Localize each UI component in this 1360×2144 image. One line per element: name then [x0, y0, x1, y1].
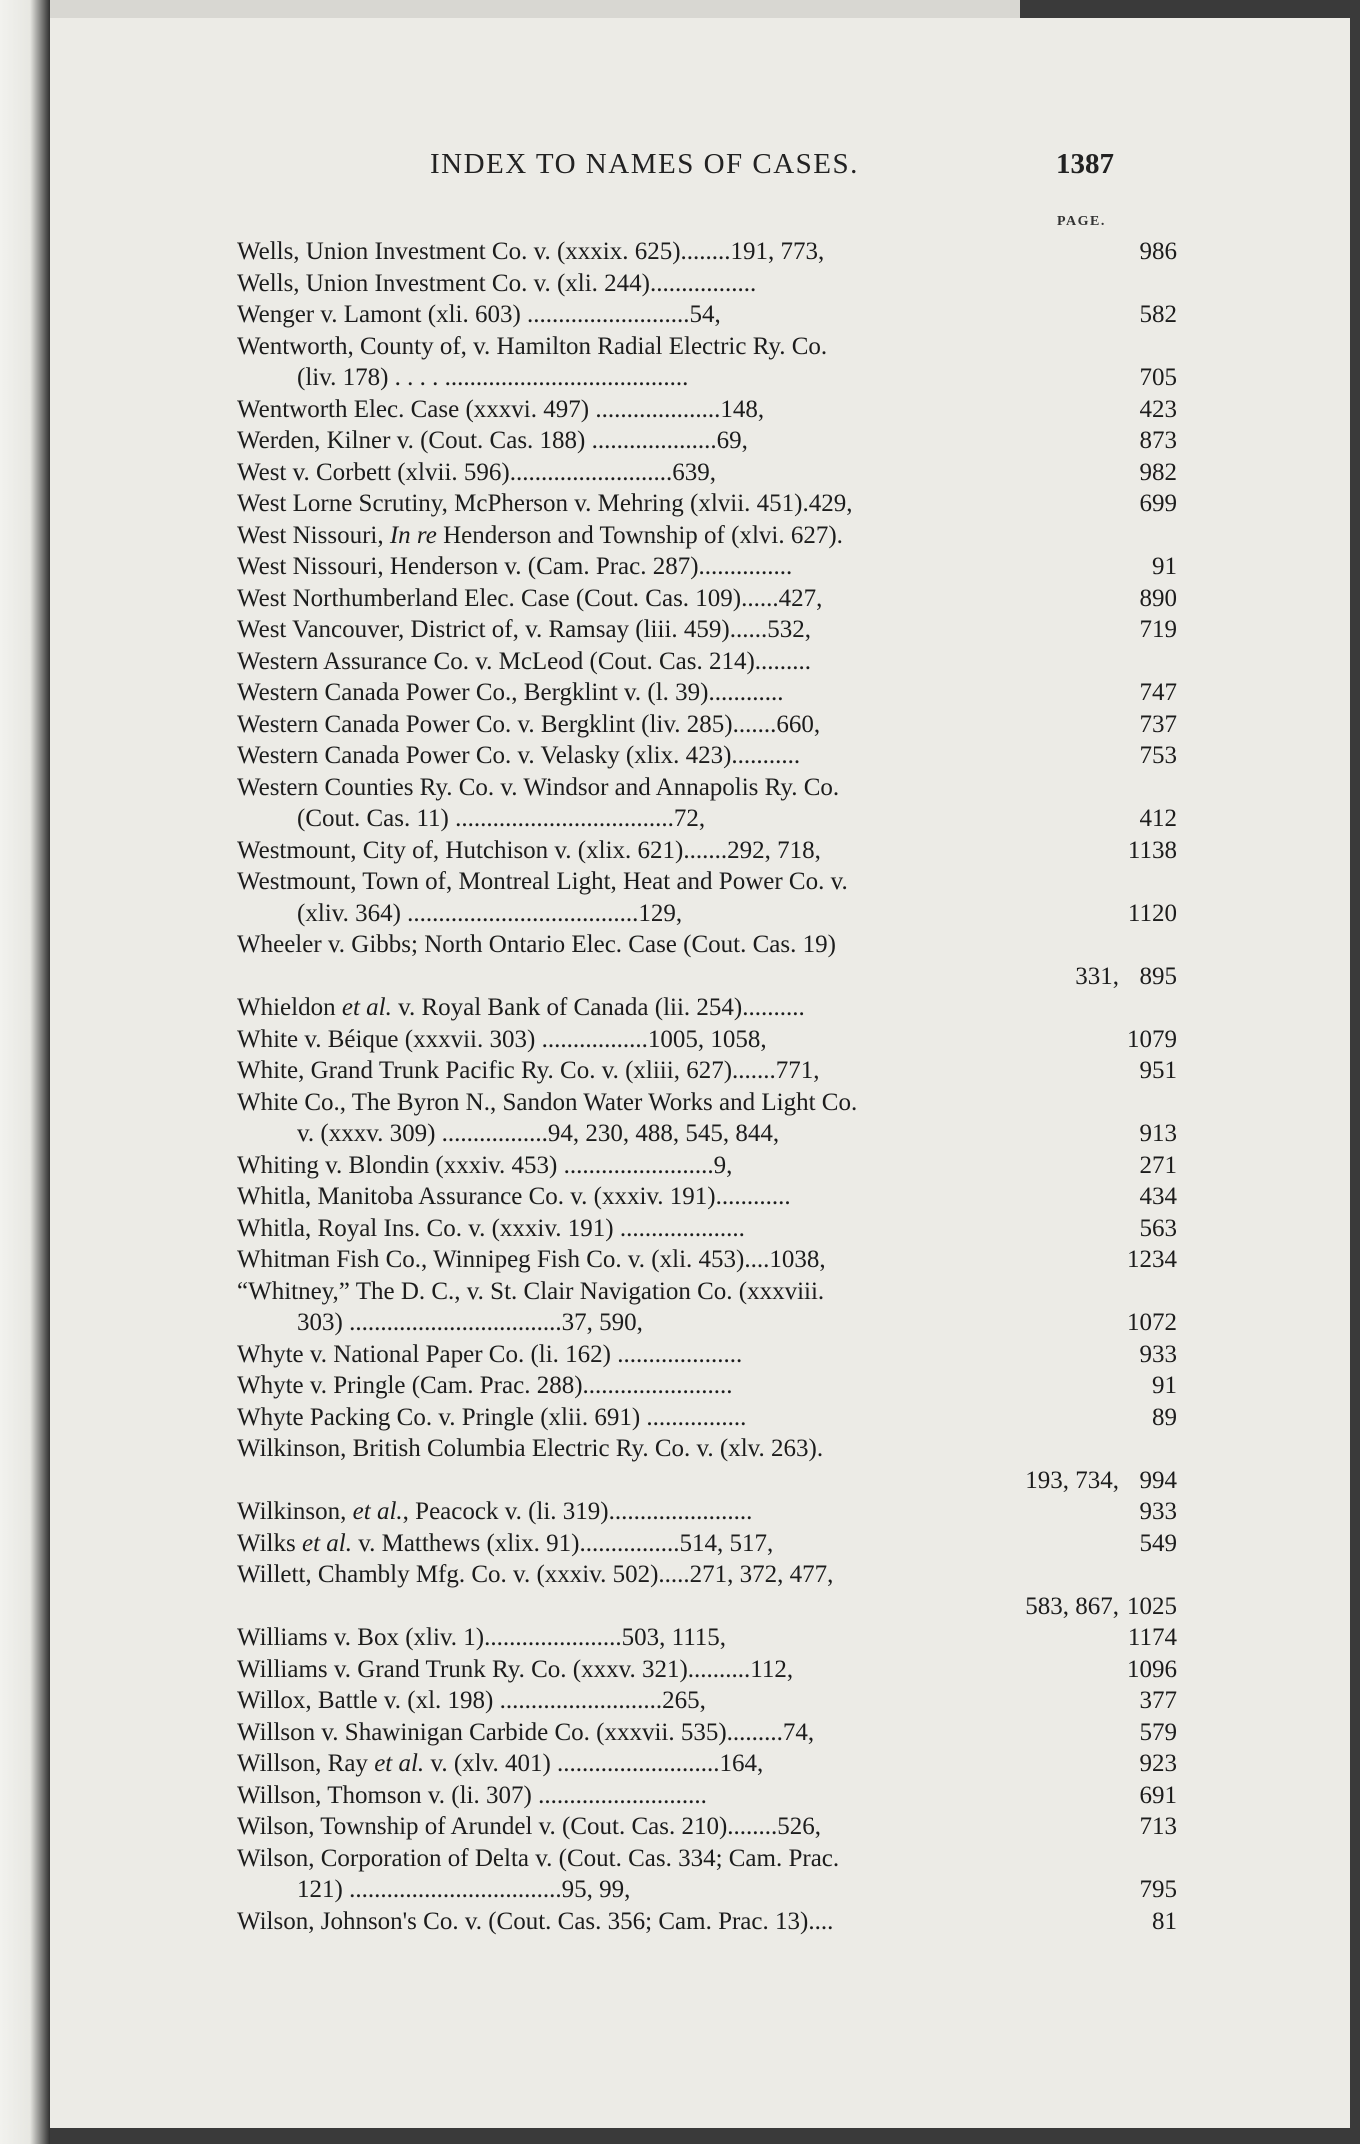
- index-entry-line: [237, 268, 1177, 300]
- index-entry: [237, 866, 1177, 929]
- entry-page-number: 795: [1139, 1876, 1177, 1903]
- entry-page-number: 1138: [1127, 836, 1177, 864]
- entry-page-number: 434: [1139, 1183, 1177, 1210]
- index-entry: [237, 1717, 1177, 1749]
- index-entry: [237, 1244, 1177, 1276]
- page-column-header: PAGE.: [1057, 214, 1106, 229]
- entry-text: White, Grand Trunk Pacific Ry. Co. v. (xliii, 627).......771,: [237, 1057, 820, 1084]
- index-entry-line: [237, 551, 1177, 583]
- entry-text: West Lorne Scrutiny, McPherson v. Mehring (xlvii. 451).429,: [237, 490, 853, 517]
- entry-page-number: 986: [1139, 238, 1177, 265]
- entry-text: White Co., The Byron N., Sandon Water Works and Light Co.: [237, 1088, 858, 1116]
- page-number: 1387: [1056, 148, 1114, 180]
- index-entry: [237, 236, 1177, 268]
- index-entry-line: [237, 772, 1177, 804]
- entry-text: Wheeler v. Gibbs; North Ontario Elec. Case (Cout. Cas. 19): [237, 931, 836, 958]
- index-entry: [237, 583, 1177, 615]
- running-header: [50, 148, 1350, 188]
- index-entry-line: [237, 583, 1177, 615]
- entry-italic-text: et al.: [352, 1498, 403, 1525]
- index-entry: [237, 1780, 1177, 1812]
- index-entry-line: [237, 1307, 1177, 1339]
- index-entry: [237, 677, 1177, 709]
- entry-page-number: 1174: [1127, 1624, 1177, 1651]
- index-entry-line: [237, 1370, 1177, 1402]
- index-entry: [237, 488, 1177, 520]
- index-entry-line: [237, 1433, 1177, 1465]
- index-entry: [237, 646, 1177, 678]
- entry-text: Wentworth Elec. Case (xxxvi. 497) ....................148,: [237, 395, 765, 423]
- index-entry: [237, 551, 1177, 583]
- entry-text: Wenger v. Lamont (xli. 603) ..........................54,: [237, 301, 721, 328]
- entry-text: Whitman Fish Co., Winnipeg Fish Co. v. (xli. 453)....1038,: [237, 1246, 826, 1273]
- entry-text: Westmount, City of, Hutchison v. (xlix. 621).......292, 718,: [237, 836, 821, 864]
- index-entry-line: [237, 614, 1177, 646]
- index-entry-line: [237, 1024, 1177, 1056]
- index-entry: [237, 740, 1177, 772]
- index-entry: [237, 929, 1177, 992]
- index-entry-line: [237, 1654, 1177, 1686]
- previous-page-edge: [50, 0, 1020, 18]
- index-entry-line: [237, 1528, 1177, 1560]
- index-entry: [237, 1496, 1177, 1528]
- index-entry: [237, 1087, 1177, 1150]
- entry-page-number: 923: [1139, 1750, 1177, 1777]
- entry-text: West Nissouri, Henderson v. (Cam. Prac. 287)...............: [237, 553, 793, 580]
- entry-page-number: 1120: [1127, 899, 1177, 927]
- entry-text: Wentworth, County of, v. Hamilton Radial Electric Ry. Co.: [237, 332, 828, 360]
- entry-text: v. Royal Bank of Canada (lii. 254)..........: [391, 994, 805, 1021]
- index-entry-line: [237, 299, 1177, 331]
- entry-page-number: 549: [1139, 1529, 1177, 1557]
- index-entry: [237, 1843, 1177, 1906]
- index-entry: [237, 1276, 1177, 1339]
- entry-text: Wilson, Township of Arundel v. (Cout. Cas. 210)........526,: [237, 1813, 822, 1840]
- entry-page-number: 982: [1139, 458, 1177, 486]
- entry-text: Whitla, Manitoba Assurance Co. v. (xxxiv. 191)............: [237, 1183, 791, 1210]
- index-entry-line: [237, 835, 1177, 867]
- index-entry: [237, 1654, 1177, 1686]
- index-entry-line: [237, 740, 1177, 772]
- index-entry-line: [237, 1622, 1177, 1654]
- entry-text: Willson v. Shawinigan Carbide Co. (xxxvii. 535).........74,: [237, 1718, 815, 1746]
- index-entry: [237, 425, 1177, 457]
- entry-page-number: 563: [1139, 1214, 1177, 1242]
- index-entry: [237, 1402, 1177, 1434]
- entry-text: Willson, Ray: [237, 1750, 375, 1777]
- entry-italic-text: et al.: [374, 1750, 425, 1777]
- entry-text: West v. Corbett (xlvii. 596)..........................639,: [237, 458, 716, 486]
- entry-text: Whyte Packing Co. v. Pringle (xlii. 691) ................: [237, 1403, 747, 1431]
- index-entry-line: [237, 992, 1177, 1024]
- entry-text: Whitla, Royal Ins. Co. v. (xxxiv. 191) ....................: [237, 1214, 745, 1242]
- index-entry: [237, 1181, 1177, 1213]
- entry-text: Williams v. Box (xliv. 1)......................503, 1115,: [237, 1624, 727, 1651]
- index-entry: [237, 992, 1177, 1024]
- index-entry-line: [237, 709, 1177, 741]
- index-entry: [237, 1685, 1177, 1717]
- index-entry-line: [237, 1811, 1177, 1843]
- entry-page-number: 747: [1139, 679, 1177, 706]
- index-entry: [237, 1370, 1177, 1402]
- entry-page-number: 890: [1139, 584, 1177, 612]
- index-entry-line: [237, 1339, 1177, 1371]
- entry-page-number: 377: [1139, 1687, 1177, 1714]
- index-entry: [237, 614, 1177, 646]
- entry-page-refs: 583, 867,: [1025, 1592, 1119, 1620]
- entry-text: Western Counties Ry. Co. v. Windsor and Annapolis Ry. Co.: [237, 773, 840, 801]
- index-entry: [237, 457, 1177, 489]
- entry-page-number: 423: [1139, 395, 1177, 423]
- index-entry: [237, 835, 1177, 867]
- index-entry-line: [237, 394, 1177, 426]
- index-entry-line: [237, 1874, 1177, 1906]
- index-entry: [237, 1559, 1177, 1622]
- entry-page-number: 873: [1139, 427, 1177, 454]
- index-entry: [237, 331, 1177, 394]
- index-entry-line: [237, 1748, 1177, 1780]
- index-entry: [237, 1433, 1177, 1496]
- entry-text: “Whitney,” The D. C., v. St. Clair Navigation Co. (xxxviii.: [237, 1277, 825, 1305]
- entry-page-number: 994: [1139, 1466, 1177, 1494]
- index-entry: [237, 268, 1177, 300]
- index-entry: [237, 1150, 1177, 1182]
- entry-text: Wilson, Corporation of Delta v. (Cout. Cas. 334; Cam. Prac.: [237, 1844, 840, 1872]
- entry-italic-text: In re: [389, 521, 437, 549]
- entry-text: Werden, Kilner v. (Cout. Cas. 188) ....................69,: [237, 427, 748, 454]
- entry-page-number: 895: [1139, 962, 1177, 990]
- entry-page-number: 271: [1139, 1151, 1177, 1179]
- entry-text: Wilson, Johnson's Co. v. (Cout. Cas. 356; Cam. Prac. 13)....: [237, 1907, 834, 1935]
- entry-text: Wilkinson,: [237, 1498, 353, 1525]
- entry-page-number: 933: [1139, 1498, 1177, 1525]
- index-entry-line: [237, 1559, 1177, 1591]
- entry-text: , Peacock v. (li. 319).......................: [402, 1498, 753, 1525]
- entry-page-refs: 193, 734,: [1025, 1466, 1119, 1494]
- entry-page-number: 705: [1139, 364, 1177, 391]
- entry-text: Western Assurance Co. v. McLeod (Cout. Cas. 214).........: [237, 647, 812, 675]
- case-index-list: [237, 236, 1177, 1937]
- entry-text: Henderson and Township of (xlvi. 627).: [436, 521, 843, 549]
- book-binding-edge: [0, 0, 50, 2144]
- entry-page-number: 1072: [1127, 1309, 1177, 1336]
- index-entry-line: [237, 1055, 1177, 1087]
- index-entry-line: [237, 1717, 1177, 1749]
- index-page: [50, 18, 1350, 2128]
- entry-text: 303) ..................................37, 590,: [297, 1309, 643, 1336]
- entry-text: Western Canada Power Co. v. Bergklint (liv. 285).......660,: [237, 710, 821, 738]
- index-entry-line: [237, 646, 1177, 678]
- entry-text: White v. Béique (xxxvii. 303) .................1005, 1058,: [237, 1025, 767, 1053]
- entry-page-number: 1025: [1127, 1592, 1177, 1620]
- entry-page-refs: 331,: [1075, 962, 1119, 990]
- index-entry: [237, 1528, 1177, 1560]
- entry-text: (xliv. 364) .....................................129,: [297, 899, 683, 927]
- index-entry-line: [237, 457, 1177, 489]
- index-entry: [237, 772, 1177, 835]
- entry-text: Western Canada Power Co. v. Velasky (xlix. 423)...........: [237, 742, 801, 769]
- entry-text: v. (xlv. 401) ..........................164,: [424, 1750, 764, 1777]
- page-title: INDEX TO NAMES OF CASES.: [430, 148, 859, 180]
- entry-page-number: 412: [1139, 805, 1177, 832]
- entry-page-number: 737: [1139, 710, 1177, 738]
- entry-page-number: 913: [1139, 1120, 1177, 1147]
- entry-page-number: 933: [1139, 1340, 1177, 1368]
- entry-italic-text: et al.: [341, 994, 392, 1021]
- entry-text: (Cout. Cas. 11) ...................................72,: [297, 805, 706, 832]
- entry-text: Wells, Union Investment Co. v. (xli. 244).................: [237, 269, 757, 297]
- index-entry-line: [237, 1118, 1177, 1150]
- index-entry-line: [237, 331, 1177, 363]
- index-entry-line: [237, 929, 1177, 961]
- entry-text: Willson, Thomson v. (li. 307) ...........................: [237, 1781, 707, 1809]
- index-entry-line: [237, 866, 1177, 898]
- entry-text: Whyte v. Pringle (Cam. Prac. 288)........................: [237, 1372, 733, 1399]
- index-entry-line: [237, 1906, 1177, 1938]
- index-entry: [237, 299, 1177, 331]
- entry-italic-text: et al.: [301, 1529, 352, 1557]
- entry-page-number: 579: [1139, 1718, 1177, 1746]
- index-entry-line: [237, 898, 1177, 930]
- index-entry: [237, 1906, 1177, 1938]
- entry-page-number: 753: [1139, 742, 1177, 769]
- index-entry-line: [237, 488, 1177, 520]
- entry-page-number: 89: [1152, 1403, 1177, 1431]
- entry-page-number: 1096: [1127, 1655, 1177, 1683]
- entry-text: Whiting v. Blondin (xxxiv. 453) ........................9,: [237, 1151, 733, 1179]
- entry-text: Wells, Union Investment Co. v. (xxxix. 625)........191, 773,: [237, 238, 825, 265]
- entry-text: Westmount, Town of, Montreal Light, Heat and Power Co. v.: [237, 868, 848, 895]
- index-entry-line: [237, 961, 1177, 993]
- index-entry: [237, 1622, 1177, 1654]
- entry-page-number: 582: [1139, 301, 1177, 328]
- entry-text: v. (xxxv. 309) .................94, 230, 488, 545, 844,: [297, 1120, 780, 1147]
- index-entry-line: [237, 803, 1177, 835]
- entry-text: West Vancouver, District of, v. Ramsay (liii. 459)......532,: [237, 616, 811, 643]
- index-entry: [237, 1055, 1177, 1087]
- index-entry-line: [237, 1685, 1177, 1717]
- index-entry-line: [237, 236, 1177, 268]
- index-entry-line: [237, 677, 1177, 709]
- index-entry-line: [237, 425, 1177, 457]
- entry-page-number: 951: [1139, 1057, 1177, 1084]
- entry-page-number: 91: [1152, 1372, 1177, 1399]
- entry-text: West Northumberland Elec. Case (Cout. Cas. 109)......427,: [237, 584, 823, 612]
- index-entry-line: [237, 1276, 1177, 1308]
- index-entry-line: [237, 1150, 1177, 1182]
- entry-text: Whieldon: [237, 994, 342, 1021]
- index-entry-line: [237, 362, 1177, 394]
- index-entry: [237, 1811, 1177, 1843]
- index-entry: [237, 709, 1177, 741]
- index-entry: [237, 1213, 1177, 1245]
- index-entry-line: [237, 1465, 1177, 1497]
- entry-text: Willox, Battle v. (xl. 198) ..........................265,: [237, 1687, 706, 1714]
- index-entry: [237, 1024, 1177, 1056]
- entry-text: 121) ..................................95, 99,: [297, 1876, 631, 1903]
- entry-page-number: 91: [1152, 553, 1177, 580]
- entry-text: (liv. 178) . . . . .......................................: [297, 364, 689, 391]
- entry-text: v. Matthews (xlix. 91)................514, 517,: [351, 1529, 774, 1557]
- entry-page-number: 1234: [1127, 1246, 1177, 1273]
- index-entry: [237, 1339, 1177, 1371]
- entry-text: Whyte v. National Paper Co. (li. 162) ....................: [237, 1340, 743, 1368]
- entry-page-number: 691: [1139, 1781, 1177, 1809]
- index-entry: [237, 1748, 1177, 1780]
- entry-text: Willett, Chambly Mfg. Co. v. (xxxiv. 502).....271, 372, 477,: [237, 1561, 834, 1588]
- entry-page-number: 81: [1152, 1907, 1177, 1935]
- entry-text: Western Canada Power Co., Bergklint v. (l. 39)............: [237, 679, 784, 706]
- entry-text: Williams v. Grand Trunk Ry. Co. (xxxv. 321)..........112,: [237, 1655, 794, 1683]
- index-entry-line: [237, 1402, 1177, 1434]
- index-entry-line: [237, 1843, 1177, 1875]
- entry-text: Wilkinson, British Columbia Electric Ry. Co. v. (xlv. 263).: [237, 1435, 824, 1462]
- index-entry-line: [237, 1780, 1177, 1812]
- entry-text: Wilks: [237, 1529, 302, 1557]
- entry-page-number: 1079: [1127, 1025, 1177, 1053]
- index-entry: [237, 520, 1177, 552]
- index-entry-line: [237, 1591, 1177, 1623]
- index-entry-line: [237, 1244, 1177, 1276]
- entry-page-number: 719: [1139, 616, 1177, 643]
- index-entry-line: [237, 1181, 1177, 1213]
- index-entry-line: [237, 1213, 1177, 1245]
- entry-page-number: 713: [1139, 1813, 1177, 1840]
- index-entry: [237, 394, 1177, 426]
- index-entry-line: [237, 1087, 1177, 1119]
- index-entry-line: [237, 520, 1177, 552]
- entry-page-number: 699: [1139, 490, 1177, 517]
- entry-text: West Nissouri,: [237, 521, 390, 549]
- index-entry-line: [237, 1496, 1177, 1528]
